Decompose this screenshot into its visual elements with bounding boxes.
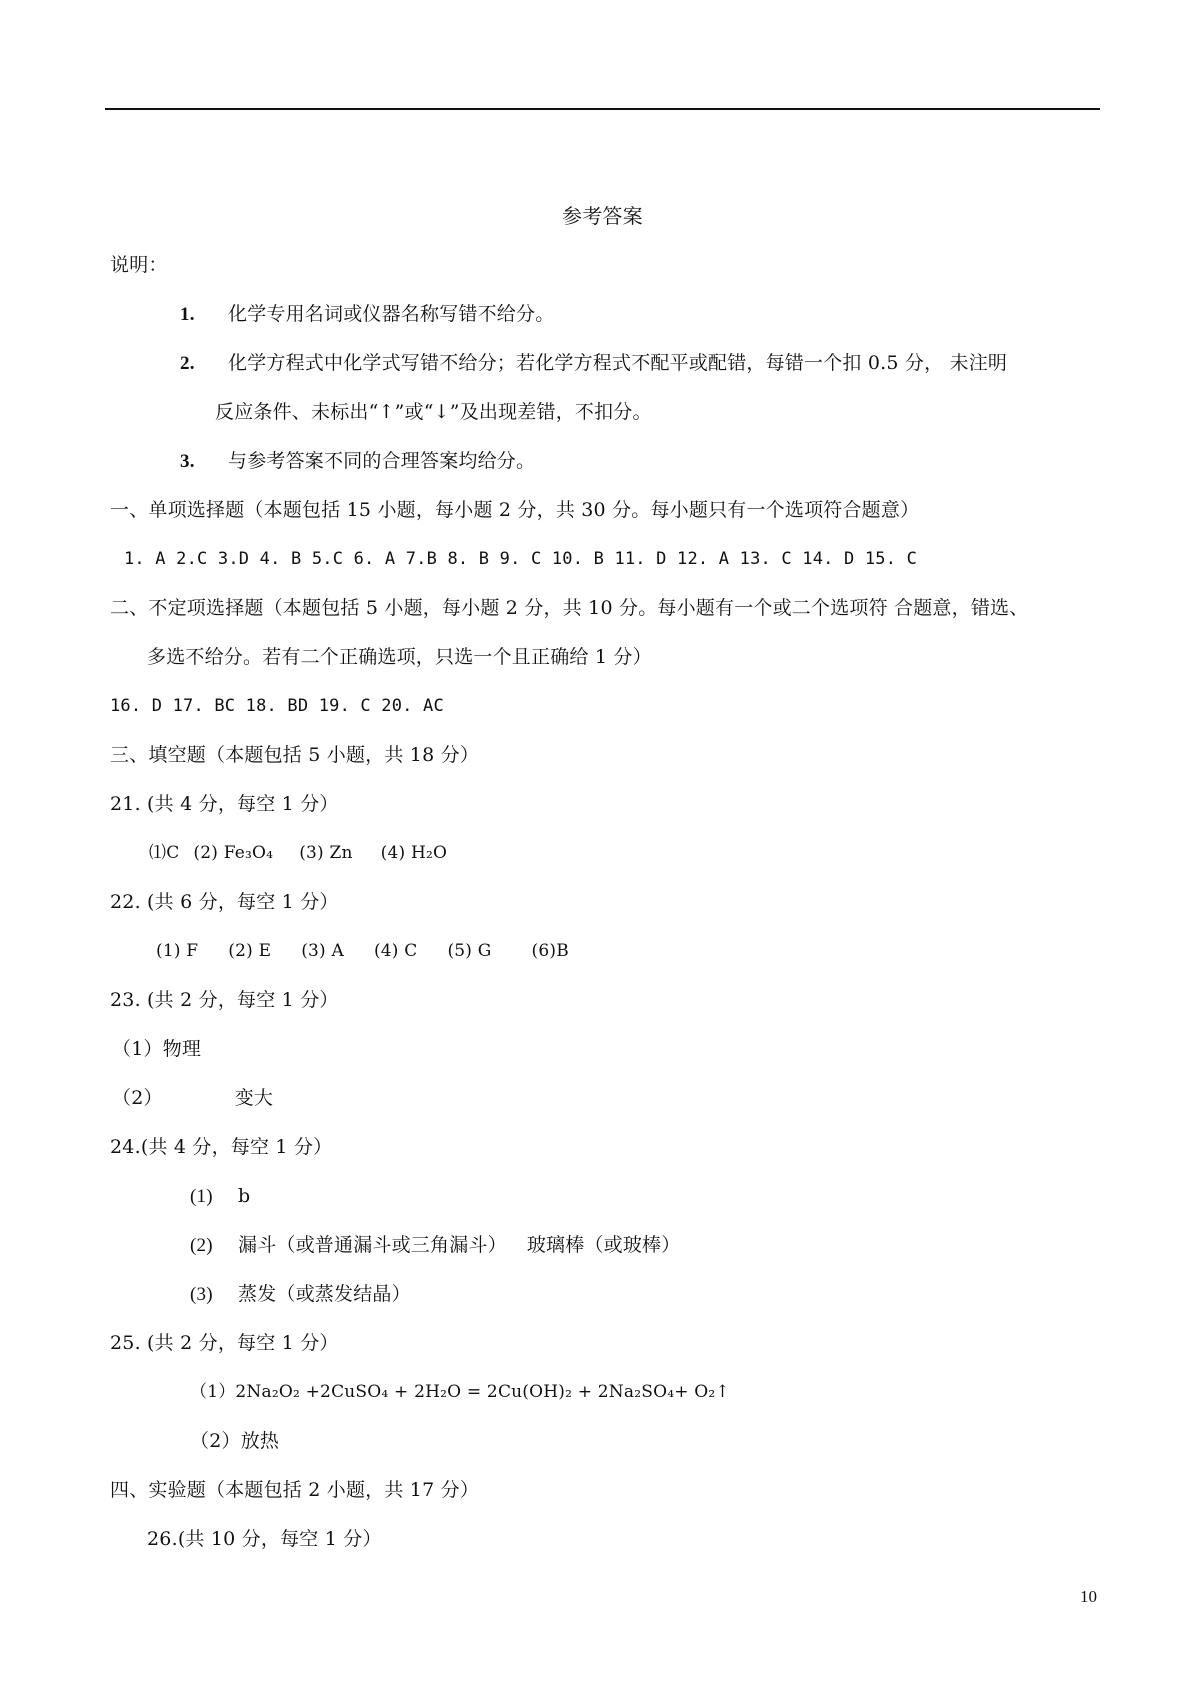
q21-answer-1: ⑴C xyxy=(149,843,180,863)
q21-answer-3: (3) Zn xyxy=(299,843,353,863)
q23-answer-2-text: 变大 xyxy=(234,1087,274,1109)
note-2-continuation: 反应条件、未标出“↑”或“↓”及出现差错，不扣分。 xyxy=(215,401,652,423)
q23-label: 23. (共 2 分，每空 1 分） xyxy=(110,989,339,1011)
note-1-number: 1. xyxy=(180,304,195,325)
q21-answer-4: (4) H₂O xyxy=(380,843,448,863)
section-2-answers: 16. D 17. BC 18. BD 19. C 20. AC xyxy=(110,696,444,716)
q22-answer-4: (4) C xyxy=(373,941,418,961)
section-4-heading: 四、实验题（本题包括 2 小题，共 17 分） xyxy=(110,1479,480,1501)
note-3-number: 3. xyxy=(180,451,195,472)
q21-answer-2: (2) Fe₃O₄ xyxy=(193,843,274,863)
q23-answer-2-number: （2） xyxy=(112,1087,163,1109)
q22-answer-1: (1) F xyxy=(156,941,199,961)
section-2-heading: 二、不定项选择题（本题包括 5 小题，每小题 2 分，共 10 分。每小题有一个或二个选项符 合题意，错选、 xyxy=(110,597,1029,619)
page-number: 10 xyxy=(1080,1587,1097,1606)
q26-label: 26.(共 10 分，每空 1 分） xyxy=(147,1528,382,1550)
note-3 xyxy=(180,449,535,474)
q25-label: 25. (共 2 分，每空 1 分） xyxy=(110,1332,339,1354)
q22-answer-3: (3) A xyxy=(301,941,344,961)
note-3-text: 与参考答案不同的合理答案均给分。 xyxy=(228,450,536,472)
q24-answer-3 xyxy=(190,1282,411,1307)
q22-label: 22. (共 6 分，每空 1 分） xyxy=(110,891,339,913)
q21-answers xyxy=(149,841,447,865)
q24-answer-3-text: 蒸发（或蒸发结晶） xyxy=(238,1283,411,1305)
q22-answer-2: (2) E xyxy=(228,941,272,961)
note-label: 说明： xyxy=(110,254,168,276)
section-2-heading-continuation: 多选不给分。若有二个正确选项，只选一个且正确给 1 分） xyxy=(147,646,652,668)
q25-answer-1: （1）2Na₂O₂ +2CuSO₄ + 2H₂O = 2Cu(OH)₂ + 2Na₂SO₄+ O₂↑ xyxy=(190,1382,730,1402)
section-1-heading: 一、单项选择题（本题包括 15 小题，每小题 2 分，共 30 分。每小题只有一个选项符合题意） xyxy=(110,499,920,521)
q22-answer-6: (6)B xyxy=(531,941,569,961)
page-title: 参考答案 xyxy=(562,204,643,228)
note-1-text: 化学专用名词或仪器名称写错不给分。 xyxy=(228,303,555,325)
q25-answer-2: （2）放热 xyxy=(190,1430,280,1452)
note-2-text: 化学方程式中化学式写错不给分；若化学方程式不配平或配错，每错一个扣 0.5 分， 未注明 xyxy=(228,352,1008,374)
note-2 xyxy=(180,351,1007,376)
q24-answer-1 xyxy=(190,1184,250,1209)
q24-answer-1-number: (1) xyxy=(190,1186,213,1207)
q24-label: 24.(共 4 分，每空 1 分） xyxy=(110,1136,333,1158)
section-3-heading: 三、填空题（本题包括 5 小题，共 18 分） xyxy=(110,744,480,766)
q22-answers xyxy=(156,939,569,963)
note-1 xyxy=(180,302,554,327)
q24-answer-3-number: (3) xyxy=(190,1284,213,1305)
q24-answer-2-text-b: 玻璃棒（或玻棒） xyxy=(526,1234,681,1256)
q24-answer-2 xyxy=(190,1233,680,1258)
q24-answer-2-text: 漏斗（或普通漏斗或三角漏斗） xyxy=(238,1234,507,1256)
note-2-number: 2. xyxy=(180,353,195,374)
q21-label: 21. (共 4 分，每空 1 分） xyxy=(110,793,339,815)
q24-answer-1-text: b xyxy=(238,1185,251,1207)
q23-answer-1: （1）物理 xyxy=(112,1038,202,1060)
header-rule xyxy=(105,108,1100,110)
q24-answer-2-number: (2) xyxy=(190,1235,213,1256)
q22-answer-5: (5) G xyxy=(447,941,492,961)
q23-answer-2 xyxy=(112,1086,273,1110)
section-1-answers: 1. A 2.C 3.D 4. B 5.C 6. A 7.B 8. B 9. C 10. B 11. D 12. A 13. C 14. D 15. C xyxy=(124,549,918,569)
